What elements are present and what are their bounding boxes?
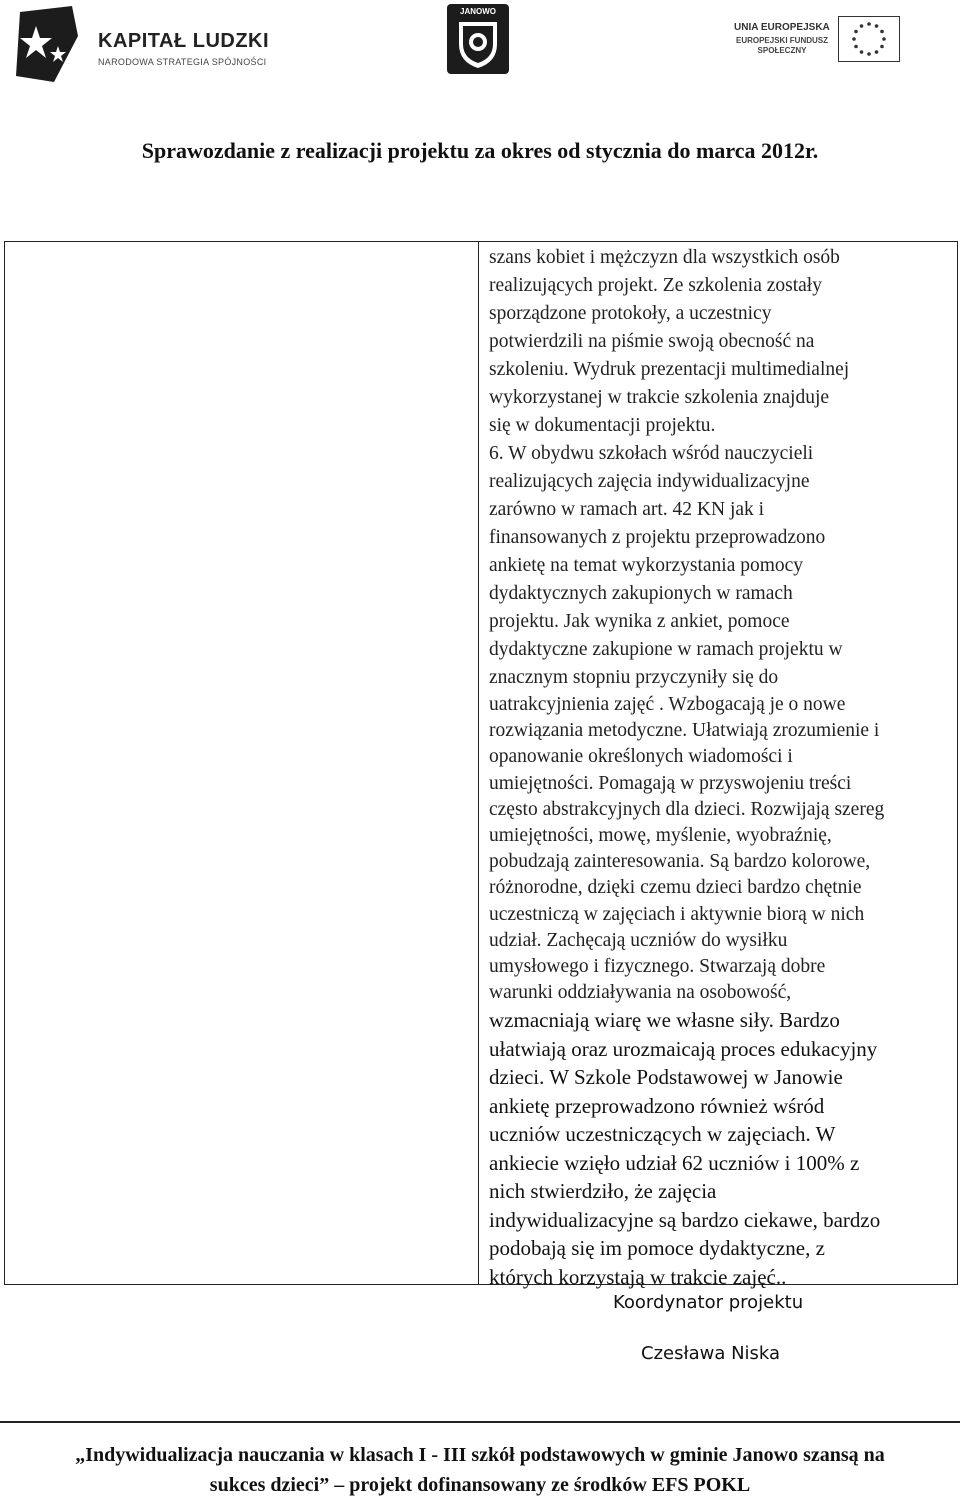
- text-line: sporządzone protokoły, a uczestnicy: [489, 303, 772, 324]
- signature-name: Czesława Niska: [641, 1343, 781, 1364]
- text-line: się w dokumentacji projektu.: [489, 415, 716, 436]
- text-line: udział. Zachęcają uczniów do wysiłku: [489, 929, 788, 951]
- kapital-ludzki-title: KAPITAŁ LUDZKI: [98, 30, 270, 52]
- eu-logo: [728, 14, 908, 74]
- text-line: ankietę przeprowadzono również wśród: [489, 1093, 825, 1118]
- eu-star-icon: [860, 50, 864, 54]
- text-line: realizujących zajęcia indywidualizacyjne: [489, 471, 810, 492]
- eu-line1: UNIA EUROPEJSKA: [734, 22, 830, 33]
- text-line: potwierdzili na piśmie swoją obecność na: [489, 331, 815, 352]
- text-line: rozwiązania metodyczne. Ułatwiają zrozumienie i: [489, 720, 880, 742]
- cell-text: [489, 244, 947, 1291]
- eu-star-icon: [860, 24, 864, 28]
- eu-star-icon: [875, 50, 879, 54]
- text-line: szkoleniu. Wydruk prezentacji multimedialnej: [489, 359, 850, 380]
- eu-star-icon: [875, 24, 879, 28]
- text-line: realizujących projekt. Ze szkolenia zostały: [489, 275, 822, 296]
- text-line: zarówno w ramach art. 42 KN jak i: [489, 499, 765, 520]
- text-line: których korzystają w trakcie zajęć..: [489, 1264, 787, 1289]
- text-line: nich stwierdziło, że zajęcia: [489, 1179, 717, 1204]
- text-line: 6. W obydwu szkołach wśród nauczycieli: [489, 443, 814, 464]
- text-line: opanowanie określonych wiadomości i: [489, 746, 793, 768]
- eu-star-icon: [867, 52, 871, 56]
- text-line: warunki oddziaływania na osobowość,: [489, 982, 792, 1004]
- footer-line1: „Indywidualizacja nauczania w klasach I - III szkół podstawowych w gminie Janowo szansą na: [75, 1444, 885, 1466]
- text-line: uczniów uczestniczących w zajęciach. W: [489, 1122, 836, 1147]
- text-line: pobudzają zainteresowania. Są bardzo kolorowe,: [489, 851, 871, 873]
- text-line: dzieci. W Szkole Podstawowej w Janowie: [489, 1065, 843, 1090]
- text-line: znacznym stopniu przyczyniły się do: [489, 667, 779, 688]
- text-line: uatrakcyjnienia zajęć . Wzbogacają je o nowe: [489, 694, 846, 715]
- text-line: dydaktyczne zakupione w ramach projektu w: [489, 639, 843, 660]
- logo-bar: [0, 0, 960, 95]
- text-line: wykorzystanej w trakcie szkolenia znajduje: [489, 387, 830, 408]
- text-line: ankiecie wzięło udział 62 uczniów i 100% z: [489, 1150, 860, 1175]
- text-line: szans kobiet i mężczyzn dla wszystkich osób: [489, 247, 840, 268]
- eu-star-icon: [882, 37, 886, 41]
- eu-star-icon: [852, 37, 856, 41]
- text-line: umiejętności, mowę, myślenie, wyobraźnię,: [489, 824, 832, 846]
- content-table: [4, 241, 958, 1289]
- kapital-ludzki-star-icon: [14, 6, 84, 82]
- text-line: często abstrakcyjnych dla dzieci. Rozwijają szereg: [489, 798, 885, 820]
- kapital-ludzki-logo: [14, 6, 274, 82]
- eu-star-icon: [854, 30, 858, 34]
- text-line: indywidualizacyjne są bardzo ciekawe, bardzo: [489, 1207, 881, 1232]
- janowo-label: JANOWO: [460, 7, 496, 16]
- eu-star-icon: [854, 45, 858, 49]
- kapital-ludzki-subtitle: NARODOWA STRATEGIA SPÓJNOŚCI: [98, 57, 267, 67]
- text-line: ankietę na temat wykorzystania pomocy: [489, 555, 804, 576]
- text-line: umysłowego i fizycznego. Stwarzają dobre: [489, 955, 826, 977]
- text-line: różnorodne, dzięki czemu dzieci bardzo chętnie: [489, 877, 862, 899]
- eu-star-icon: [880, 45, 884, 49]
- table-right-cell: [479, 242, 957, 1289]
- footer-line2: sukces dzieci” – projekt dofinansowany ze środków EFS POKL: [209, 1474, 751, 1496]
- text-line: finansowanych z projektu przeprowadzono: [489, 527, 826, 548]
- footer-rule: [0, 1421, 960, 1423]
- eu-flag-icon: [838, 16, 900, 62]
- janowo-crest-logo: [447, 4, 509, 74]
- eu-star-icon: [880, 30, 884, 34]
- footer: [0, 1440, 960, 1500]
- text-line: umiejętności. Pomagają w przyswojeniu treści: [489, 772, 852, 794]
- text-line: ułatwiają oraz urozmaicają proces edukacyjny: [489, 1036, 878, 1061]
- text-line: uczestniczą w zajęciach i aktywnie biorą w nich: [489, 903, 865, 925]
- signature-role: Koordynator projektu: [613, 1292, 804, 1313]
- text-line: wzmacniają wiarę we własne siły. Bardzo: [489, 1008, 840, 1033]
- text-line: dydaktycznych zakupionych w ramach: [489, 583, 793, 604]
- eu-star-icon: [867, 22, 871, 26]
- table-left-cell: [5, 242, 478, 1284]
- report-title: Sprawozdanie z realizacji projektu za okres od stycznia do marca 2012r.: [141, 138, 819, 163]
- eu-line2: EUROPEJSKI FUNDUSZ SPOŁECZNY: [735, 36, 828, 55]
- text-line: podobają się im pomoce dydaktyczne, z: [489, 1236, 825, 1261]
- text-line: projektu. Jak wynika z ankiet, pomoce: [489, 611, 790, 632]
